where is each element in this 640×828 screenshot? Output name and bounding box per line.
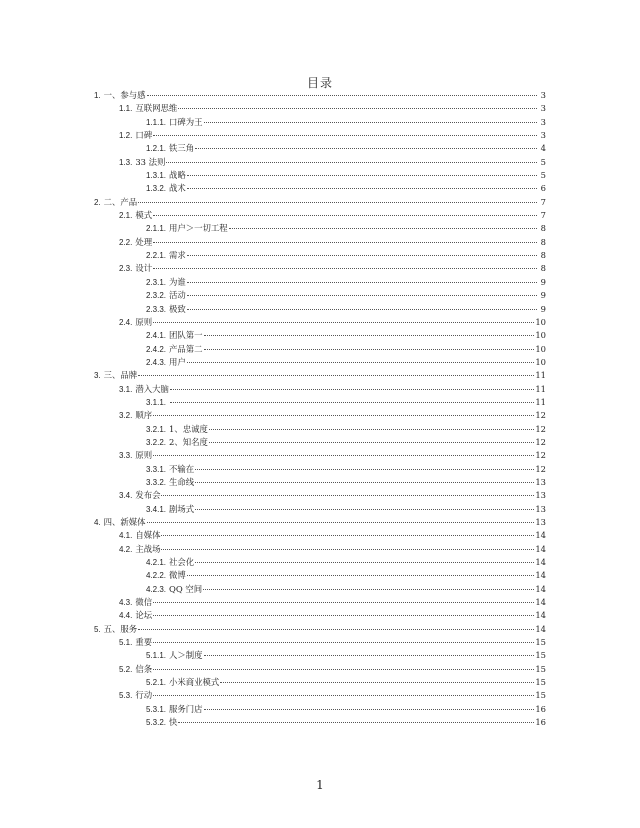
toc-entry-leader	[166, 154, 537, 163]
toc-entry-number: 2.1.1.	[146, 224, 167, 234]
toc-entry-leader	[187, 167, 537, 176]
toc-entry-label: 小米商业模式	[169, 677, 220, 688]
toc-entry-page: 16	[535, 717, 546, 728]
toc-entry-page: 12	[535, 410, 546, 421]
toc-entry-page: 16	[535, 703, 546, 714]
toc-entry-number: 1.1.	[119, 104, 133, 114]
toc-entry-page: 3	[540, 116, 546, 127]
toc-entry-leader	[153, 447, 534, 456]
toc-entry-label: 口碑为王	[169, 116, 203, 127]
toc-entry-leader	[138, 621, 534, 630]
toc-entry-leader	[153, 687, 534, 696]
toc-entry-leader	[229, 220, 537, 229]
toc-entry-label: 重要	[135, 637, 153, 648]
toc-entry-number: 5.3.1.	[146, 704, 167, 714]
toc-entry-number: 3.1.	[119, 384, 133, 394]
toc-entry-number: 4.3.	[119, 598, 133, 608]
toc-entry-page: 14	[535, 583, 546, 594]
toc-entry-number: 5.1.1.	[146, 651, 167, 661]
toc-entry-page: 11	[535, 396, 546, 407]
toc-entry-leader	[187, 287, 537, 296]
toc-entry-leader	[187, 247, 537, 256]
toc-entry-label: 用户	[169, 356, 186, 367]
toc-entry-number: 2.	[94, 197, 101, 207]
toc-entry-label: 主战场	[135, 543, 161, 554]
toc-entry-number: 5.3.	[119, 691, 133, 701]
toc-entry-label: 活动	[169, 290, 186, 301]
toc-entry-leader	[178, 714, 534, 723]
toc-entry-label: 信条	[135, 663, 153, 674]
toc-entry-leader	[153, 607, 534, 616]
toc-entry-label: 原则	[135, 316, 153, 327]
toc-entry-number: 2.3.	[119, 264, 133, 274]
toc-entry-label: 一、参与感	[103, 90, 146, 100]
toc-entry-label: QQ 空间	[169, 583, 203, 594]
toc-entry-label: 不输在	[169, 463, 195, 474]
toc-entry-page: 10	[535, 356, 546, 367]
toc-entry-number: 2.3.2.	[146, 291, 167, 301]
toc-entry-page: 14	[535, 623, 546, 634]
toc-entry-page: 12	[535, 423, 546, 434]
toc-entry-leader	[153, 207, 537, 216]
toc-entry-leader	[153, 314, 534, 323]
toc-entry-number: 5.2.	[119, 664, 133, 674]
toc-entry-leader	[153, 594, 534, 603]
toc-entry-label: 战术	[169, 183, 186, 194]
toc-entry-page: 8	[540, 250, 546, 261]
toc-entry-number: 5.3.2.	[146, 718, 167, 728]
toc-entry-page: 13	[535, 517, 546, 527]
toc-entry-number: 3.2.	[119, 411, 133, 421]
toc-entry-label: 顺序	[135, 410, 153, 421]
toc-entry-label: 铁三角	[169, 143, 195, 154]
toc-entry-page: 15	[535, 677, 546, 688]
toc-entry-label: 潜入大脑	[135, 383, 169, 394]
toc-entry-label: 发布会	[135, 490, 161, 501]
toc-entry-number: 1.1.1.	[146, 117, 167, 127]
toc-entry-number: 1.2.1.	[146, 144, 167, 154]
toc-entry-label: 快	[169, 717, 178, 728]
toc-entry-page: 15	[535, 663, 546, 674]
toc-entry-leader	[153, 634, 534, 643]
toc-entry-label: 四、新媒体	[103, 517, 146, 527]
toc-entry-number: 3.2.2.	[146, 437, 167, 447]
toc-entry-leader	[170, 394, 534, 403]
toc-entry-leader	[153, 661, 534, 670]
toc-entry-page: 7	[540, 210, 546, 221]
toc-entry-label: 团队第一	[169, 330, 203, 341]
toc-entry-leader	[203, 581, 534, 590]
toc-entry-label: 五、服务	[103, 623, 138, 634]
toc-entry-page: 3	[540, 90, 546, 100]
toc-entry-number: 2.4.	[119, 317, 133, 327]
toc-entry-level-3[interactable]	[94, 716, 546, 729]
toc-entry-page: 11	[535, 383, 546, 394]
toc-entry-leader	[204, 114, 537, 123]
toc-entry-number: 4.2.	[119, 544, 133, 554]
toc-entry-number: 4.2.2.	[146, 571, 167, 581]
toc-entry-number: 1.	[94, 91, 101, 100]
toc-entry-page: 14	[535, 570, 546, 581]
toc-entry-page: 9	[540, 303, 546, 314]
toc-entry-page: 3	[540, 130, 546, 141]
toc-entry-leader	[170, 381, 534, 390]
toc-entry-leader	[138, 367, 534, 376]
toc-entry-label: 服务门店	[169, 703, 203, 714]
toc-entry-number: 3.4.1.	[146, 504, 167, 514]
page-number: 1	[316, 778, 324, 792]
toc-entry-number: 5.	[94, 624, 101, 634]
toc-entry-leader	[161, 487, 534, 496]
toc-entry-page: 14	[535, 557, 546, 568]
toc-entry-leader	[187, 301, 537, 310]
toc-entry-number: 3.1.1.	[146, 397, 167, 407]
toc-entry-number: 2.3.3.	[146, 304, 167, 314]
toc-entry-page: 8	[540, 223, 546, 234]
toc-entry-page: 10	[535, 316, 546, 327]
toc-entry-number: 2.2.	[119, 237, 133, 247]
toc-entry-page: 12	[535, 450, 546, 461]
toc-entry-number: 4.4.	[119, 611, 133, 621]
toc-entry-page: 8	[540, 236, 546, 247]
toc-entry-leader	[195, 474, 534, 483]
toc-entry-number: 3.3.	[119, 451, 133, 461]
toc-entry-label: 设计	[135, 263, 153, 274]
toc-entry-label: 口碑	[135, 130, 153, 141]
toc-entry-label: 用户＞一切工程	[169, 223, 228, 234]
toc-entry-leader	[153, 260, 537, 269]
toc-entry-leader	[161, 527, 534, 536]
toc-entry-label: 微信	[135, 597, 153, 608]
toc-entry-leader	[204, 647, 535, 656]
toc-entry-leader	[161, 541, 534, 550]
toc-entry-number: 2.4.1.	[146, 331, 167, 341]
toc-entry-number: 3.3.1.	[146, 464, 167, 474]
toc-entry-leader	[147, 87, 537, 96]
toc-entry-label: 二、产品	[103, 196, 138, 207]
toc-entry-leader	[153, 234, 537, 243]
toc-entry-page: 13	[535, 476, 546, 487]
toc-entry-page: 15	[535, 650, 546, 661]
toc-entry-number: 5.1.	[119, 638, 133, 648]
toc-entry-number: 4.2.1.	[146, 558, 167, 568]
toc-entry-page: 5	[540, 170, 546, 181]
toc-entry-label: 行动	[135, 690, 153, 701]
toc-entry-page: 6	[540, 183, 546, 194]
toc-entry-page: 15	[535, 690, 546, 701]
toc-entry-page: 14	[535, 610, 546, 621]
toc-entry-label: 论坛	[135, 610, 153, 621]
toc-entry-page: 14	[535, 530, 546, 541]
toc-entry-leader	[209, 421, 534, 430]
toc-entry-leader	[220, 674, 534, 683]
toc-entry-label: 微博	[169, 570, 186, 581]
toc-entry-number: 3.3.2.	[146, 477, 167, 487]
toc-entry-label: 战略	[169, 170, 186, 181]
toc-entry-leader	[195, 554, 534, 563]
toc-entry-leader	[195, 501, 534, 510]
toc-title: 目录	[306, 76, 333, 90]
toc-entry-page: 13	[535, 490, 546, 501]
toc-entry-label: 生命线	[169, 476, 195, 487]
toc-entry-number: 2.4.2.	[146, 344, 167, 354]
toc-entry-number: 2.1.	[119, 211, 133, 221]
toc-entry-leader	[147, 514, 535, 523]
toc-entry-page: 8	[540, 263, 546, 274]
toc-entry-label: 2、知名度	[169, 436, 208, 447]
toc-entry-label: 模式	[135, 210, 153, 221]
toc-entry-label: 自媒体	[135, 530, 161, 541]
toc-entry-leader	[195, 461, 534, 470]
toc-entry-label: 原则	[135, 450, 153, 461]
toc-entry-label: 产品第二	[169, 343, 203, 354]
toc-entry-page: 15	[535, 637, 546, 648]
toc-entry-page: 5	[540, 156, 546, 167]
toc-entry-page: 13	[535, 503, 546, 514]
toc-entry-page: 14	[535, 597, 546, 608]
toc-entry-label: 33 法则	[135, 156, 166, 167]
toc-entry-leader	[187, 274, 537, 283]
toc-entry-leader	[204, 327, 535, 336]
toc-entry-label: 极致	[169, 303, 186, 314]
toc-entry-page: 14	[535, 543, 546, 554]
toc-entry-leader	[204, 701, 535, 710]
toc-entry-leader	[153, 407, 534, 416]
toc-entry-label: 人＞制度	[169, 650, 203, 661]
table-of-contents	[94, 89, 546, 730]
toc-entry-page: 9	[540, 276, 546, 287]
toc-entry-label: 剧场式	[169, 503, 195, 514]
toc-entry-leader	[138, 194, 537, 203]
toc-entry-leader	[204, 341, 535, 350]
toc-entry-page: 10	[535, 330, 546, 341]
toc-entry-number: 5.2.1.	[146, 678, 167, 688]
toc-entry-number: 4.2.3.	[146, 584, 167, 594]
toc-entry-leader	[187, 180, 537, 189]
toc-entry-number: 2.2.1.	[146, 251, 167, 261]
toc-entry-label: 需求	[169, 250, 186, 261]
toc-entry-number: 4.	[94, 518, 101, 527]
toc-entry-page: 4	[540, 143, 546, 154]
toc-entry-page: 3	[540, 103, 546, 114]
toc-entry-leader	[187, 567, 535, 576]
toc-entry-number: 3.	[94, 371, 101, 381]
toc-entry-page: 12	[535, 436, 546, 447]
toc-entry-number: 3.2.1.	[146, 424, 167, 434]
toc-entry-label: 为谁	[169, 276, 186, 287]
toc-entry-number: 2.4.3.	[146, 357, 167, 367]
toc-entry-label: 互联网思维	[135, 103, 178, 114]
toc-entry-leader	[209, 434, 534, 443]
toc-entry-page: 10	[535, 343, 546, 354]
toc-entry-number: 2.3.1.	[146, 277, 167, 287]
toc-entry-number: 4.1.	[119, 531, 133, 541]
toc-entry-number: 1.3.2.	[146, 184, 167, 194]
toc-entry-label: 1、忠诚度	[169, 423, 208, 434]
toc-entry-page: 12	[535, 463, 546, 474]
toc-entry-number: 3.4.	[119, 491, 133, 501]
toc-entry-label: 三、品牌	[103, 370, 138, 381]
toc-entry-leader	[153, 127, 537, 136]
toc-entry-leader	[195, 140, 537, 149]
toc-entry-leader	[178, 100, 537, 109]
toc-entry-label: 社会化	[169, 557, 195, 568]
toc-entry-number: 1.3.1.	[146, 171, 167, 181]
toc-entry-number: 1.2.	[119, 131, 133, 141]
toc-entry-label: 处理	[135, 236, 153, 247]
toc-entry-page: 9	[540, 290, 546, 301]
toc-entry-number: 1.3.	[119, 157, 133, 167]
toc-entry-leader	[187, 354, 535, 363]
toc-entry-page: 11	[535, 370, 546, 381]
toc-entry-page: 7	[540, 196, 546, 207]
